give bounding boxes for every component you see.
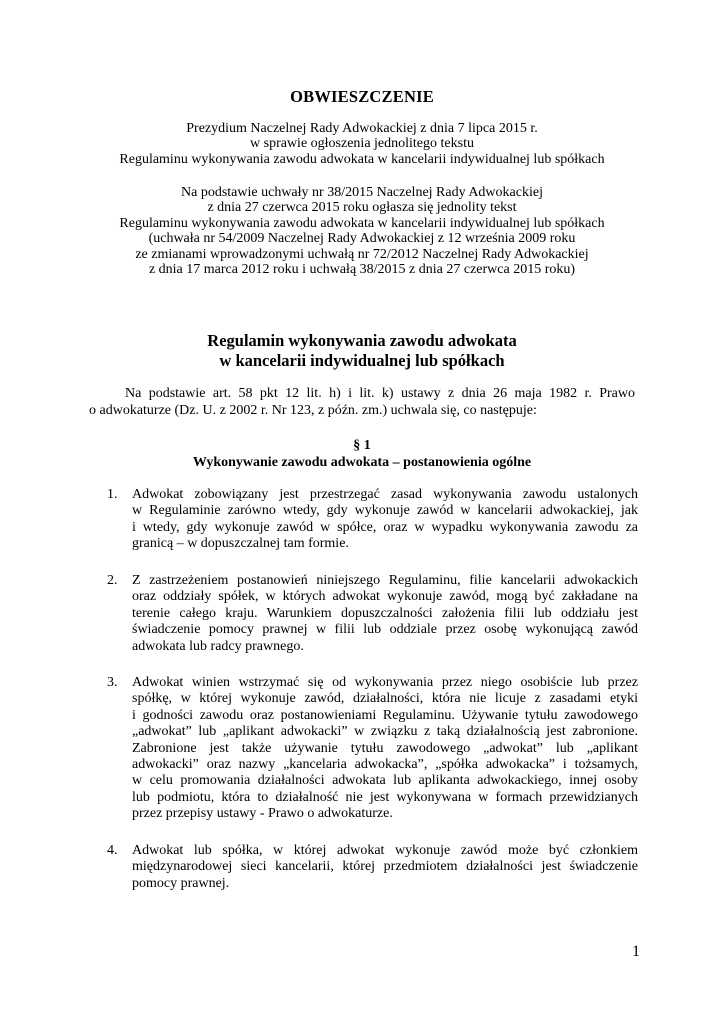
text-line: Z zastrzeżeniem postanowień niniejszego Regulaminu, filie kancelarii adwokackich — [132, 573, 638, 588]
list-item — [107, 843, 638, 892]
section-number: § 1 — [353, 438, 371, 453]
text-line: przez przepisy ustawy - Prawo o adwokaturze. — [132, 806, 393, 822]
basis-line: ze zmianami wprowadzonymi uchwałą nr 72/2012 Naczelnej Rady Adwokackiej — [135, 246, 589, 262]
text-line: terenie całego kraju. Warunkiem dopuszczalności założenia filii lub oddziału jest — [132, 605, 638, 621]
text-line: oraz oddziały spółek, w których adwokat wykonuje zawód, mogą być zakładane na — [132, 589, 638, 605]
list-item — [107, 675, 638, 823]
text-line: Adwokat lub spółka, w której adwokat wykonuje zawód może być członkiem — [132, 843, 638, 858]
basis-line: z dnia 27 czerwca 2015 roku ogłasza się jednolity tekst — [207, 200, 517, 216]
text-line: granicą – w dopuszczalnej tam formie. — [132, 536, 349, 552]
text-line: i godności zawodu oraz postanowieniami Regulaminu. Używanie tytułu zawodowego — [132, 707, 638, 723]
page-number: 1 — [632, 943, 640, 960]
list-item-text — [132, 573, 638, 655]
text-line: w Regulaminie zarówno wtedy, gdy wykonuje zawód w kancelarii adwokackiej, jak — [132, 503, 638, 519]
list-item — [107, 487, 638, 553]
regulation-title-line: Regulamin wykonywania zawodu adwokata — [207, 331, 517, 350]
section-title: Wykonywanie zawodu adwokata – postanowienia ogólne — [192, 455, 532, 470]
preamble-line: Na podstawie art. 58 pkt 12 lit. h) i lit. k) ustawy z dnia 26 maja 1982 r. Prawo — [125, 386, 635, 401]
text-line: „adwokat” lub „aplikant adwokacki” w związku z taką działalnością jest zabronione. — [132, 724, 638, 740]
basis-line: z dnia 17 marca 2012 roku i uchwałą 38/2015 z dnia 27 czerwca 2015 roku) — [148, 262, 576, 278]
intro-line: Prezydium Naczelnej Rady Adwokackiej z dnia 7 lipca 2015 r. — [186, 121, 538, 136]
text-line: Adwokat zobowiązany jest przestrzegać zasad wykonywania zawodu ustalonych — [132, 487, 638, 502]
text-line: Zabronione jest także używanie tytułu zawodowego „adwokat” lub „aplikant — [132, 740, 638, 756]
basis-line: Regulaminu wykonywania zawodu adwokata w kancelarii indywidualnej lub spółkach — [119, 215, 605, 231]
regulation-title-line: w kancelarii indywidualnej lub spółkach — [219, 351, 505, 370]
text-line: spółkę, w której wykonuje zawód, działalności, która nie licuje z zasadami etyki — [132, 691, 638, 707]
list-item-text — [132, 843, 638, 892]
list-item-number: 1. — [107, 487, 118, 502]
text-line: adwokacki” oraz nazwy „kancelaria adwokacka”, „spółka adwokacka” i tożsamych, — [132, 757, 638, 773]
document-title: OBWIESZCZENIE — [290, 87, 434, 106]
list-item-number: 3. — [107, 675, 118, 690]
regulation-title — [40, 331, 684, 371]
text-line: adwokata lub radcy prawnego. — [132, 638, 304, 654]
basis-line: (uchwała nr 54/2009 Naczelnej Rady Adwokackiej z 12 września 2009 roku — [148, 231, 576, 247]
preamble-line: o adwokaturze (Dz. U. z 2002 r. Nr 123, z późn. zm.) uchwala się, co następuje: — [89, 403, 537, 418]
list-item-number: 4. — [107, 843, 118, 858]
text-line: świadczenie pomocy prawnej w filii lub oddziale przez osobę wykonującą zawód — [132, 622, 638, 638]
text-line: Adwokat winien wstrzymać się od wykonywania przez niego osobiście lub przez — [132, 675, 638, 690]
text-line: pomocy prawnej. — [132, 875, 230, 891]
list-item-text — [132, 487, 638, 553]
list-item-number: 2. — [107, 573, 118, 588]
text-line: lub podmiotu, która to działalność nie jest wykonywana w formach przewidzianych — [132, 789, 638, 805]
text-line: w celu promowania działalności adwokata lub aplikanta adwokackiego, innej osoby — [132, 773, 638, 789]
intro-line: w sprawie ogłoszenia jednolitego tekstu — [250, 136, 474, 152]
basis-line: Na podstawie uchwały nr 38/2015 Naczelnej Rady Adwokackiej — [181, 185, 543, 200]
list-item — [107, 573, 638, 655]
resolution-intro — [40, 121, 684, 167]
list-item-text — [132, 675, 638, 823]
preamble — [89, 385, 635, 419]
text-line: międzynarodowej sieci kancelarii, której przedmiotem działalności jest świadczenie — [132, 859, 638, 875]
legal-basis-block — [40, 185, 684, 277]
intro-line: Regulaminu wykonywania zawodu adwokata w kancelarii indywidualnej lub spółkach — [119, 151, 605, 167]
text-line: i wtedy, gdy wykonuje zawód w spółce, oraz w wypadku wykonywania zawodu za — [132, 519, 638, 535]
